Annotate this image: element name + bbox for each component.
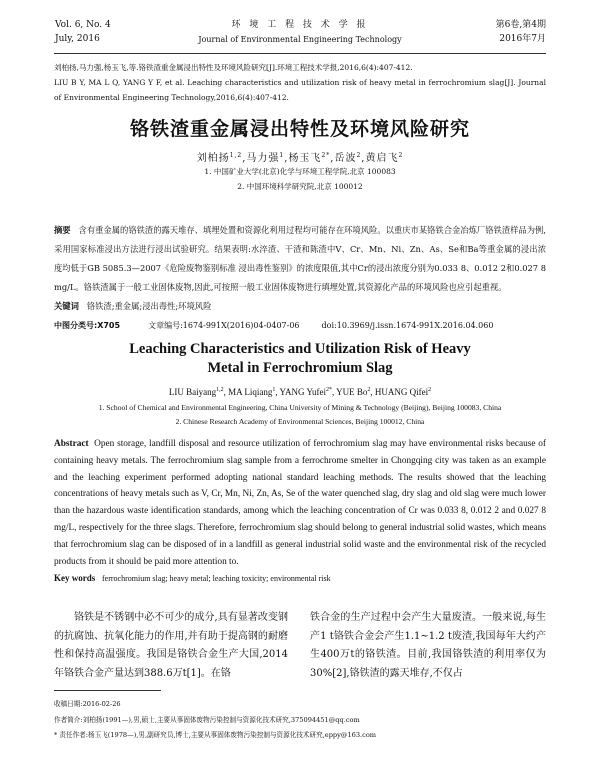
abstract-en-section bbox=[54, 436, 546, 587]
keywords-en-label: Key words bbox=[54, 573, 96, 584]
abstract-cn-text: 含有重金属的铬铁渣的露天堆存、填埋处置和资源化利用过程均可能存在环境风险。以重庆市某铬铁合金冶炼厂铬铁渣样品为例,采用国家标准浸出方法进行浸出试验研究。结果表明:水淬渣、干渣和陈渣中V、Cr、Mn、Ni、Zn、As、Se和Ba等重金属的浸出浓度均低于GB 5085.3—2007《危险废物鉴别标准 浸出毒性鉴别》的浓度限值,其中Cr的浸出浓度分别为0.033 8、0.012 2和0.027 8 mg/L。铬铁渣属于一般工业固体废物,因此,可按照一般工业固体废物进行填埋处置,其资源化产品的环境风险也应引起重视。 bbox=[54, 225, 546, 292]
citation-cn: 刘柏扬,马力强,杨玉飞,等.铬铁渣重金属浸出特性及环境风险研究[J].环境工程技术学报,2016,6(4):407-412. bbox=[54, 63, 413, 72]
footnote-corresponding: * 责任作者:杨玉飞(1978—),男,副研究员,博士,主要从事固体废物污染控制与资源化技术研究,eppy@163.com bbox=[54, 731, 377, 739]
volume-cn: 第6卷,第4期 bbox=[495, 20, 546, 30]
affiliation-en-2: 2. Chinese Research Academy of Environmental Sciences, Beijing 100012, China bbox=[175, 417, 425, 426]
affiliation-cn-1: 1. 中国矿业大学(北京)化学与环境工程学院,北京 100083 bbox=[204, 167, 396, 176]
author-sup: 1,2 bbox=[229, 152, 243, 159]
author: 黄启飞 bbox=[365, 153, 399, 164]
author-sup: 1 bbox=[279, 152, 285, 159]
keywords-cn-label: 关键词 bbox=[54, 301, 79, 311]
author-sup: 1,2 bbox=[216, 387, 224, 393]
classification-line bbox=[54, 316, 546, 335]
abstract-en-text: Open storage, landfill disposal and resource utilization of ferrochromium slag may have environmental risks because of containing heavy metals. The ferrochromium slag sample from a ferrochrome smelter in Chongqing city was taken as an example and the leaching experiment performed adopting national standard leaching methods. The results showed that the leaching concentrations of heavy metals such as V, Cr, Mn, Ni, Zn, As, Se of the water quenched slag, dry slag and old slag were much lower than the hazardous waste identification standards, among which the leaching concentration of Cr was 0.033 8, 0.012 2 and 0.027 8 mg/L, respectively for the three slags. Therefore, ferrochromium slag should belong to general industrial solid wastes, which means that ferrochromium slag can be disposed of in a landfill as general industrial solid waste and the environmental risk of the recycled products from it should be paid more attention to. bbox=[54, 439, 546, 567]
author-sup: 2 bbox=[356, 152, 362, 159]
author-sup: 2* bbox=[321, 152, 331, 159]
author: 马力强 bbox=[246, 153, 280, 164]
author: HUANG Qifei bbox=[374, 387, 429, 397]
authors-en: LIU Baiyang$^{1,2}$, MA Liqiang$^1$, YANG Yufei$^{2*}$, YUE Bo$^2$, HUANG Qifei$^2$ bbox=[168, 387, 432, 397]
abstract-cn bbox=[54, 221, 546, 297]
affiliation-en-1: 1. School of Chemical and Environmental Engineering, China University of Mining & Technology (Beijing), Beijing 100083, China bbox=[98, 403, 502, 412]
body-column-right: 铁合金的生产过程中会产生大量废渣。一般来说,每生产1 t铬铁合金会产生1.1~1.2 t废渣,我国每年大约产生400万t的铬铁渣。目前,我国铬铁渣的利用率仅为30%[2],铬铁渣的露天堆存,不仅占 bbox=[310, 612, 546, 679]
date-cn: 2016年7月 bbox=[499, 34, 546, 44]
footnote-author: 作者简介:刘柏扬(1991—),男,硕士,主要从事固体废物污染控制与资源化技术研究,375094451@qq.com bbox=[54, 715, 360, 724]
footnote-rule bbox=[54, 690, 161, 691]
author: 杨玉飞 bbox=[288, 153, 322, 164]
clc-number: 中图分类号:X705 bbox=[54, 321, 121, 330]
author: MA Liqiang bbox=[228, 387, 273, 397]
date-en: July, 2016 bbox=[55, 34, 100, 44]
title-en-line: Metal in Ferrochromium Slag bbox=[207, 360, 393, 376]
author: LIU Baiyang bbox=[168, 387, 217, 397]
author-sup: 1 bbox=[272, 387, 276, 393]
citation-en: LIU B Y, MA L Q, YANG Y F, et al. Leaching characteristics and utilization risk of heavy metal in ferrochromium slag[J]. Journal of Environmental Engineering Technology,2016,6(4):407-412. bbox=[54, 78, 546, 102]
title-en bbox=[0, 340, 600, 378]
authors-cn: 刘柏扬$^{1,2}$,马力强$^1$,杨玉飞$^{2*}$,岳波$^2$,黄启飞$^2$ bbox=[196, 152, 404, 164]
footnotes bbox=[54, 697, 546, 744]
title-en-line: Leaching Characteristics and Utilization Risk of Heavy bbox=[129, 341, 471, 357]
author-sup: 2* bbox=[325, 387, 332, 393]
author: 岳波 bbox=[334, 153, 357, 164]
author-sup: 2 bbox=[398, 152, 404, 159]
author: 刘柏扬 bbox=[196, 153, 230, 164]
abstract-cn-section bbox=[54, 221, 546, 335]
header-rule bbox=[54, 53, 546, 54]
abstract-cn-label: 摘要 bbox=[54, 225, 71, 235]
keywords-cn bbox=[54, 297, 546, 316]
author-sup: 2 bbox=[367, 387, 371, 393]
author-sup: 2 bbox=[428, 387, 432, 393]
keywords-en-text: ferrochromium slag; heavy metal; leaching toxicity; environmental risk bbox=[102, 574, 331, 584]
keywords-cn-text: 铬铁渣;重金属;浸出毒性;环境风险 bbox=[86, 301, 212, 311]
keywords-en bbox=[54, 570, 546, 587]
volume-en: Vol. 6, No. 4 bbox=[55, 20, 111, 30]
abstract-en-label: Abstract bbox=[54, 439, 89, 449]
journal-name-cn: 环 境 工 程 技 术 学 报 bbox=[231, 20, 369, 30]
body-column-left: 铬铁是不锈钢中必不可少的成分,具有显著改变钢的抗腐蚀、抗氧化能力的作用,并有助于提高钢的耐磨性和保持高温强度。我国是铬铁合金生产大国,2014年铬铁合金产量达到388.6万t[1]。在铬 bbox=[54, 612, 288, 679]
journal-name-en: Journal of Environmental Engineering Technology bbox=[198, 35, 402, 44]
affiliation-cn-2: 2. 中国环境科学研究院,北京 100012 bbox=[237, 182, 363, 191]
abstract-en bbox=[54, 436, 546, 570]
author: YUE Bo bbox=[336, 387, 368, 397]
footnote-received: 收稿日期:2016-02-26 bbox=[54, 700, 121, 708]
title-cn: 铬铁渣重金属浸出特性及环境风险研究 bbox=[129, 118, 470, 140]
author: YANG Yufei bbox=[279, 387, 326, 397]
article-number: 文章编号:1674-991X(2016)04-0407-06 bbox=[148, 321, 300, 330]
citation-block bbox=[54, 60, 546, 105]
doi: doi:10.3969/j.issn.1674-991X.2016.04.060 bbox=[321, 321, 494, 330]
